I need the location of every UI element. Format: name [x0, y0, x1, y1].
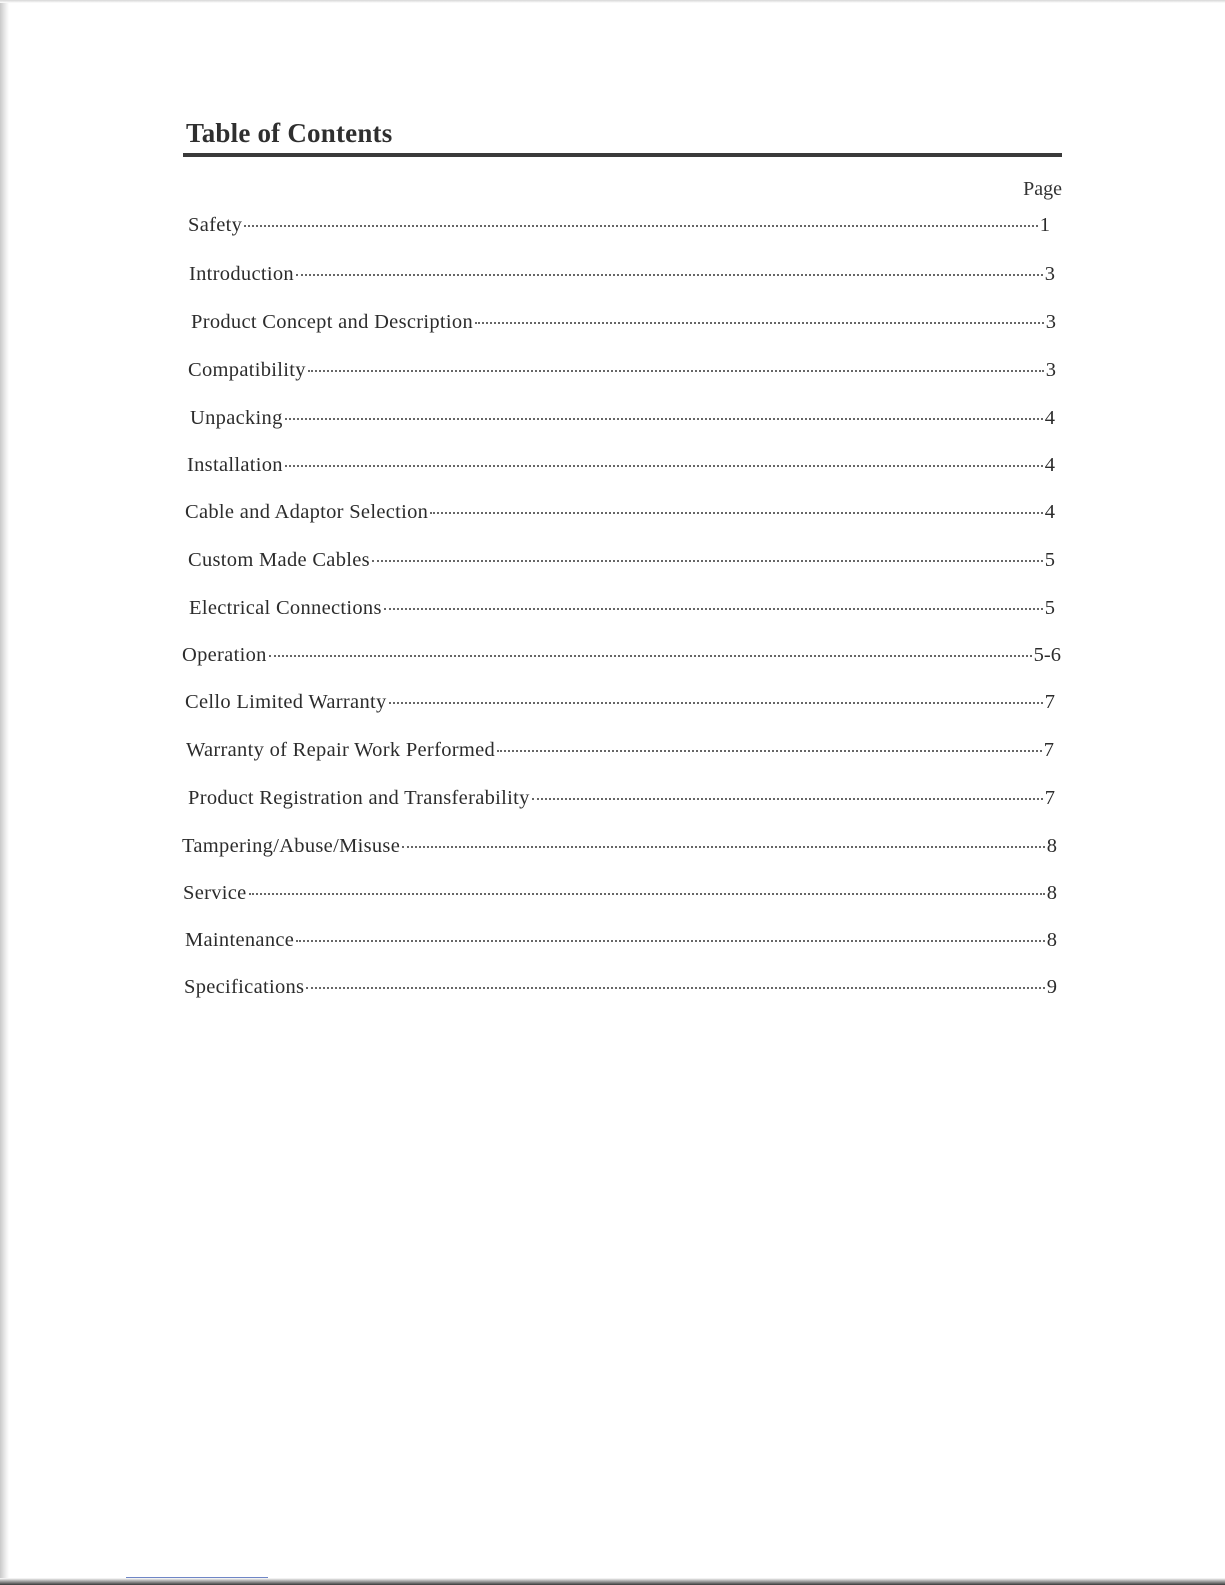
- toc-entry-label: Unpacking: [190, 407, 283, 429]
- toc-entry-specifications[interactable]: [184, 976, 1057, 1006]
- page-column-header: Page: [1023, 178, 1062, 200]
- toc-entry-page: 3: [1045, 311, 1056, 333]
- toc-dot-leader: [389, 702, 1043, 704]
- toc-entry-page: 8: [1046, 835, 1057, 857]
- toc-dot-leader: [497, 750, 1042, 752]
- toc-entry-repair-warranty[interactable]: [186, 739, 1054, 769]
- toc-entry-label: Warranty of Repair Work Performed: [186, 739, 496, 761]
- toc-entry-product-concept[interactable]: [191, 311, 1056, 341]
- toc-entry-service[interactable]: [183, 882, 1057, 912]
- toc-entry-page: 3: [1044, 263, 1055, 285]
- toc-dot-leader: [306, 987, 1044, 989]
- toc-entry-label: Electrical Connections: [189, 597, 382, 619]
- toc-entry-label: Operation: [182, 644, 267, 666]
- toc-entry-page: 8: [1046, 929, 1057, 951]
- toc-dot-leader: [308, 370, 1044, 372]
- toc-dot-leader: [269, 655, 1032, 657]
- toc-entry-page: 5: [1044, 597, 1055, 619]
- toc-entry-operation[interactable]: [182, 644, 1061, 674]
- toc-entry-page: 4: [1044, 407, 1055, 429]
- toc-dot-leader: [532, 798, 1043, 800]
- toc-dot-leader: [249, 893, 1045, 895]
- toc-entry-maintenance[interactable]: [185, 929, 1057, 959]
- toc-entry-unpacking[interactable]: [190, 407, 1055, 437]
- toc-dot-leader: [384, 608, 1043, 610]
- toc-entry-label: Custom Made Cables: [188, 549, 370, 571]
- toc-entry-label: Specifications: [184, 976, 305, 998]
- toc-entry-installation[interactable]: [187, 454, 1055, 484]
- toc-entry-label: Cello Limited Warranty: [185, 691, 387, 713]
- toc-entry-custom-cables[interactable]: [188, 549, 1055, 579]
- toc-entry-page: 7: [1043, 739, 1054, 761]
- toc-dot-leader: [285, 465, 1043, 467]
- toc-entry-tampering[interactable]: [182, 835, 1057, 865]
- toc-entry-label: Cable and Adaptor Selection: [185, 501, 429, 523]
- toc-entry-cello-warranty[interactable]: [185, 691, 1055, 721]
- toc-entry-label: Introduction: [189, 263, 294, 285]
- toc-entry-introduction[interactable]: [189, 263, 1055, 293]
- toc-dot-leader: [244, 225, 1038, 227]
- toc-entry-electrical[interactable]: [189, 597, 1055, 627]
- toc-entry-page: 7: [1044, 691, 1055, 713]
- toc-entry-cable-adaptor[interactable]: [185, 501, 1055, 531]
- toc-entry-page: 8: [1046, 882, 1057, 904]
- toc-entry-registration[interactable]: [188, 787, 1055, 817]
- page-title: Table of Contents: [186, 118, 393, 148]
- toc-dot-leader: [296, 274, 1043, 276]
- toc-entry-label: Installation: [187, 454, 283, 476]
- toc-entry-page: 1: [1039, 214, 1050, 236]
- toc-entry-label: Tampering/Abuse/Misuse: [182, 835, 401, 857]
- toc-entry-label: Maintenance: [185, 929, 295, 951]
- toc-dot-leader: [475, 322, 1044, 324]
- toc-dot-leader: [296, 940, 1045, 942]
- toc-entry-label: Compatibility: [188, 359, 306, 381]
- toc-entry-page: 4: [1044, 454, 1055, 476]
- toc-entry-label: Service: [183, 882, 247, 904]
- toc-entry-page: 3: [1045, 359, 1056, 381]
- toc-dot-leader: [285, 418, 1043, 420]
- toc-entry-safety[interactable]: [188, 214, 1050, 244]
- toc-entry-label: Product Registration and Transferability: [188, 787, 530, 809]
- toc-entry-label: Safety: [188, 214, 243, 236]
- toc-entry-page: 7: [1044, 787, 1055, 809]
- toc-dot-leader: [430, 512, 1043, 514]
- toc-entry-page: 9: [1046, 976, 1057, 998]
- toc-entry-label: Product Concept and Description: [191, 311, 474, 333]
- toc-entry-page: 5-6: [1033, 644, 1061, 666]
- toc-entry-page: 4: [1044, 501, 1055, 523]
- toc-entry-page: 5: [1044, 549, 1055, 571]
- toc-dot-leader: [372, 560, 1043, 562]
- toc-entry-compatibility[interactable]: [188, 359, 1056, 389]
- toc-dot-leader: [402, 846, 1045, 848]
